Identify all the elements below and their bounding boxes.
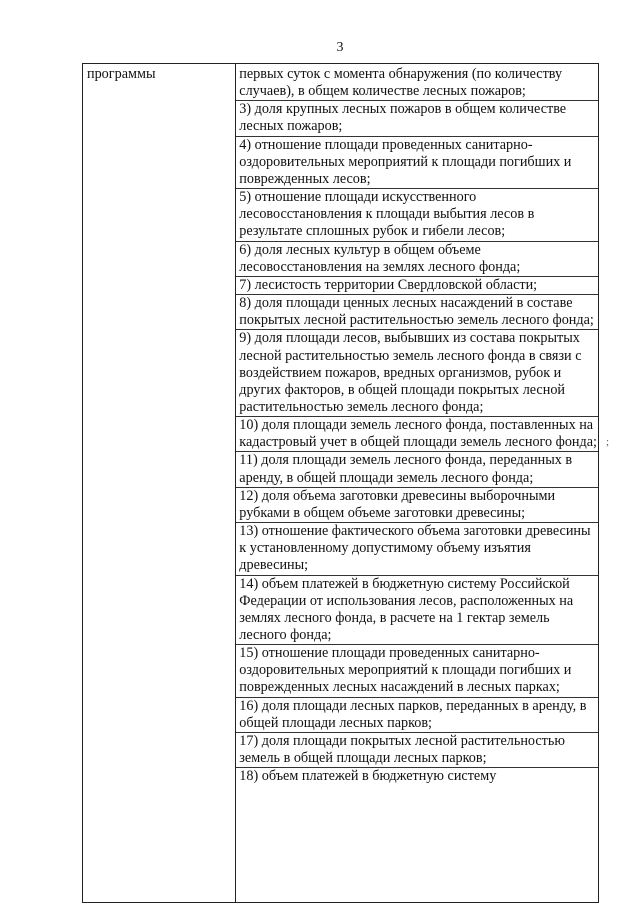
row-label: программы xyxy=(87,66,156,82)
indicator-item: 14) объем платежей в бюджетную систему Российской Федерации от использования лесов, расположенных на землях лесного фонда, в расчете на 1 гектар земель лесного фонда; xyxy=(236,576,598,646)
scan-mark: ; xyxy=(606,436,610,448)
indicator-item: 4) отношение площади проведенных санитарно-оздоровительных мероприятий к площади погибших и поврежденных лесов; xyxy=(236,137,598,189)
table-row xyxy=(83,64,599,903)
indicator-item: 17) доля площади покрытых лесной растительностью земель в общей площади лесных парков; xyxy=(236,733,598,768)
indicator-item: 6) доля лесных культур в общем объеме лесовосстановления на землях лесного фонда; xyxy=(236,242,598,277)
row-label-cell xyxy=(83,64,236,903)
indicator-item: 16) доля площади лесных парков, переданных в аренду, в общей площади лесных парков; xyxy=(236,698,598,733)
indicator-item: первых суток с момента обнаружения (по количеству случаев), в общем количестве лесных пожаров; xyxy=(236,66,598,101)
indicator-item: 13) отношение фактического объема заготовки древесины к установленному допустимому объему изъятия древесины; xyxy=(236,523,598,575)
page-number: 3 xyxy=(336,40,344,55)
indicator-item: 9) доля площади лесов, выбывших из состава покрытых лесной растительностью земель лесного фонда в связи с воздействием пожаров, вредных организмов, рубок и других факторов, в общей площади покрытых лесной растительностью земель лесного фонда; xyxy=(236,330,598,417)
indicator-item: 15) отношение площади проведенных санитарно-оздоровительных мероприятий к площади погибших и поврежденных лесных насаждений в лесных парках; xyxy=(236,645,598,697)
indicator-item: 10) доля площади земель лесного фонда, поставленных на кадастровый учет в общей площади земель лесного фонда; xyxy=(236,417,598,452)
indicators-cell xyxy=(236,64,599,903)
indicator-item: 18) объем платежей в бюджетную систему xyxy=(239,768,497,785)
indicators-table xyxy=(82,63,599,903)
indicator-item: 5) отношение площади искусственного лесовосстановления к площади выбытия лесов в результате сплошных рубок и гибели лесов; xyxy=(236,189,598,241)
indicator-item: 12) доля объема заготовки древесины выборочными рубками в общем объеме заготовки древесины; xyxy=(236,488,598,523)
indicator-item: 11) доля площади земель лесного фонда, переданных в аренду, в общей площади земель лесного фонда; xyxy=(236,452,598,487)
indicator-item: 3) доля крупных лесных пожаров в общем количестве лесных пожаров; xyxy=(236,101,598,136)
indicator-item: 7) лесистость территории Свердловской области; xyxy=(236,277,598,295)
indicator-item: 8) доля площади ценных лесных насаждений в составе покрытых лесной растительностью земель лесного фонда; xyxy=(236,295,598,330)
